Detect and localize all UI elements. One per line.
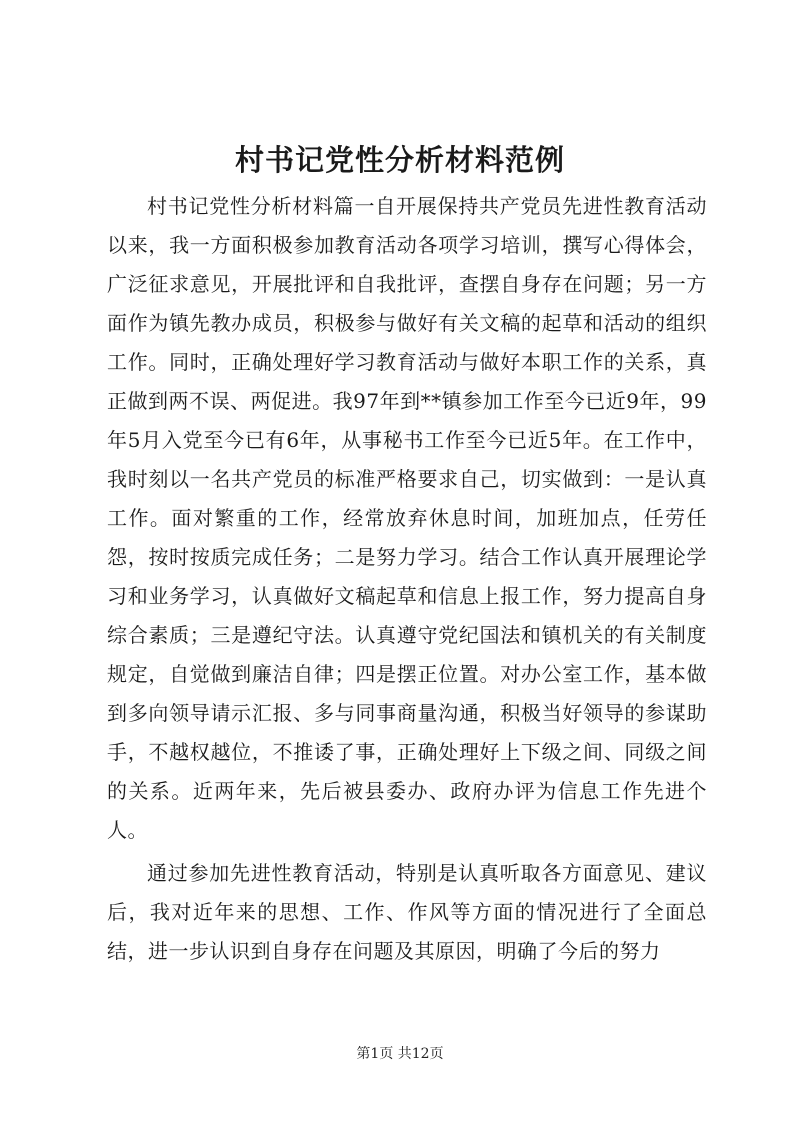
paragraph-1: 村书记党性分析材料篇一自开展保持共产党员先进性教育活动以来，我一方面积极参加教育活动各项学习培训，撰写心得体会，广泛征求意见，开展批评和自我批评，查摆自身存在问题；另一方面作为镇先教办成员，积极参与做好有关文稿的起草和活动的组织工作。同时，正确处理好学习教育活动与做好本职工作的关系，真正做到两不误、两促进。我97年到**镇参加工作至今已近9年，99年5月入党至今已有6年，从事秘书工作至今已近5年。在工作中，我时刻以一名共产党员的标准严格要求自己，切实做到：一是认真工作。面对繁重的工作，经常放弃休息时间，加班加点，任劳任怨，按时按质完成任务；二是努力学习。结合工作认真开展理论学习和业务学习，认真做好文稿起草和信息上报工作，努力提高自身综合素质；三是遵纪守法。认真遵守党纪国法和镇机关的有关制度规定，自觉做到廉洁自律；四是摆正位置。对办公室工作，基本做到多向领导请示汇报、多与同事商量沟通，积极当好领导的参谋助手，不越权越位，不推诿了事，正确处理好上下级之间、同级之间的关系。近两年来，先后被县委办、政府办评为信息工作先进个人。 <box>107 194 707 842</box>
document-body <box>107 187 707 971</box>
document-title: 村书记党性分析材料范例 <box>234 143 565 177</box>
paragraph-2: 通过参加先进性教育活动，特别是认真听取各方面意见、建议后，我对近年来的思想、工作、作风等方面的情况进行了全面总结，进一步认识到自身存在问题及其原因，明确了今后的努力 <box>107 861 707 963</box>
page-number-footer: 第1页 共12页 <box>356 1046 444 1062</box>
